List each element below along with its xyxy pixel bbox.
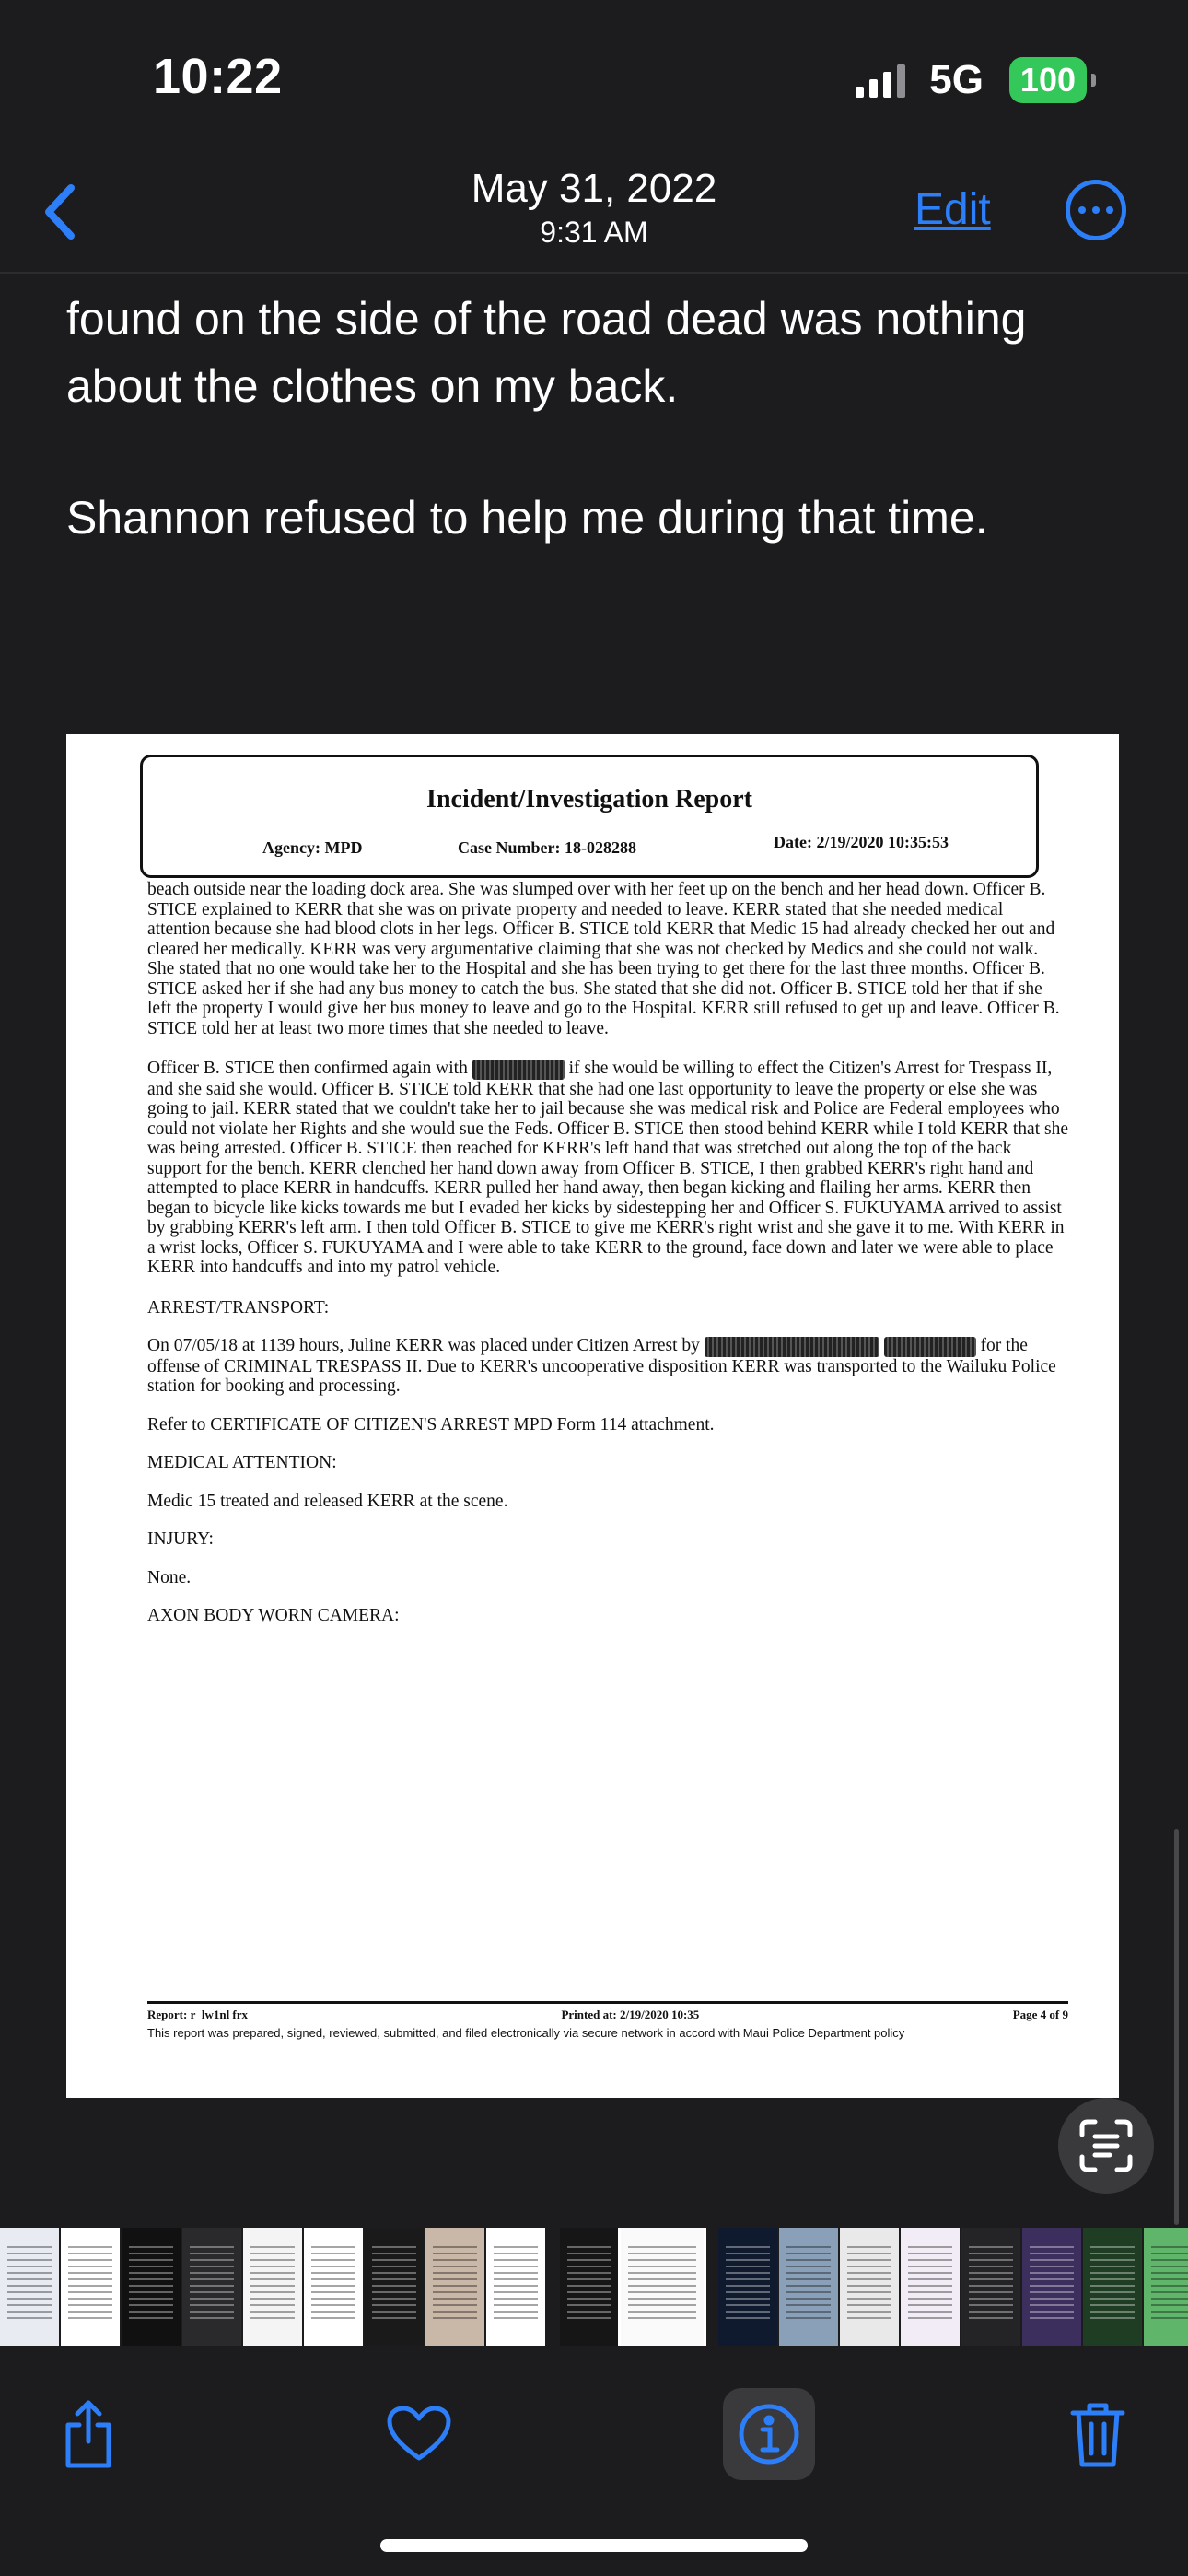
edit-button[interactable]: Edit [914, 185, 991, 234]
more-icon [1078, 206, 1086, 214]
report-paragraph: beach outside near the loading dock area. She was slumped over with her feet up on the bench and her head down. Officer B. STICE explained to KERR that she was on private property and needed to leave. KERR stated that she needed medical attention because she had blood clots in her legs. Officer B. STICE told KERR that Medic 15 had already checked her out and cleared her medically. KERR was very argumentative claiming that she was not checked by Medics and she could not walk. She stated that no one would take her to the Hospital and she has been trying to get there for the last three months. Officer B. STICE asked her if she had any bus money to catch the bus. She stated that she did not. Officer B. STICE told her that if she left the property I would give her bus money to leave and go to the Hospital. KERR still refused to get up and leave. Officer B. STICE told her at least two more times that she needed to leave. [147, 880, 1060, 1038]
thumbnail[interactable] [61, 2228, 120, 2346]
thumbnail[interactable] [840, 2228, 899, 2346]
nav-time: 9:31 AM [540, 216, 648, 249]
report-paragraph: Officer B. STICE then confirmed again with if she would be willing to effect the Citizen's Arrest for Trespass II, and she said she would. Officer B. STICE told KERR that she had one last opportunity to leave the property or else she was going to jail. KERR stated that we couldn't take her to jail because she was medical risk and Police are Federal employees who could not violate her Rights and she would sue the Feds. Officer B. STICE then stood behind KERR while I told KERR that she was being arrested. Officer B. STICE then reached for KERR's left hand that was stretched out along the top of the back support for the bench. KERR clenched her hand down away from Officer B. STICE, I then grabbed KERR's right hand and attempted to place KERR in handcuffs. KERR pulled her hand away, then began kicking and flailing her arms. KERR then began to bicycle like kicks towards me but I evaded her kicks by sidestepping her and Officer S. FUKUYAMA arrived to assist by grabbing KERR's left arm. I then told Officer B. STICE to give me KERR's right wrist and she gave it to me. With KERR in a wrist locks, Officer S. FUKUYAMA and I were able to take KERR to the ground, face down and later we were able to place KERR into handcuffs and into my patrol vehicle. [147, 1059, 1068, 1278]
heart-icon [386, 2405, 452, 2464]
footer-page: Page 4 of 9 [1012, 2008, 1068, 2021]
thumbnail[interactable] [425, 2228, 484, 2346]
thumbnail-strip[interactable] [0, 2228, 1188, 2346]
footer-report: Report: r_lw1nl frx [147, 2008, 249, 2021]
footer-note: This report was prepared, signed, reviewed, submitted, and filed electronically via secure network in accord with Maui Police Department policy [147, 2026, 905, 2040]
home-indicator[interactable] [380, 2539, 808, 2552]
thumbnail[interactable] [182, 2228, 241, 2346]
status-indicators [856, 57, 1087, 103]
report-section-label: MEDICAL ATTENTION: [147, 1453, 337, 1473]
share-icon [59, 2399, 118, 2469]
live-text-icon [1077, 2116, 1136, 2175]
redaction [884, 1337, 976, 1357]
thumbnail[interactable] [560, 2228, 619, 2346]
scroll-indicator[interactable] [1174, 1829, 1179, 2225]
report-paragraph: Refer to CERTIFICATE OF CITIZEN'S ARREST MPD Form 114 attachment. [147, 1414, 715, 1434]
thumbnail[interactable] [122, 2228, 181, 2346]
thumbnail-current[interactable] [621, 2228, 704, 2346]
thumbnail[interactable] [779, 2228, 838, 2346]
thumbnail[interactable] [0, 2228, 59, 2346]
thumbnail[interactable] [243, 2228, 302, 2346]
report-section-label: ARREST/TRANSPORT: [147, 1297, 330, 1317]
report-paragraph: Medic 15 treated and released KERR at the scene. [147, 1491, 508, 1511]
info-icon [737, 2402, 801, 2466]
delete-button[interactable] [1052, 2388, 1144, 2480]
battery-icon: 100 [1009, 57, 1087, 103]
note-paragraph: Shannon refused to help me during that time. [66, 492, 988, 544]
live-text-button[interactable] [1058, 2098, 1154, 2194]
trash-icon [1069, 2400, 1126, 2468]
report-body [147, 880, 1068, 1626]
report-date: Date: 2/19/2020 10:35:53 [774, 833, 949, 851]
note-paragraph: found on the side of the road dead was nothing about the clothes on my back. [66, 293, 1027, 412]
signal-icon [856, 63, 905, 98]
thumbnail[interactable] [365, 2228, 424, 2346]
favorite-button[interactable] [373, 2388, 465, 2480]
redaction [472, 1060, 565, 1080]
report-agency: Agency: MPD [262, 838, 363, 857]
report-paragraph: None. [147, 1567, 192, 1587]
report-paragraph: On 07/05/18 at 1139 hours, Juline KERR was placed under Citizen Arrest by for the offense of CRIMINAL TRESPASS II. Due to KERR's uncooperative disposition KERR was transported to the Wailuku Police station for booking and processing. [147, 1336, 1056, 1397]
nav-bar [0, 157, 1188, 274]
thumbnail[interactable] [1144, 2228, 1188, 2346]
thumbnail[interactable] [1083, 2228, 1142, 2346]
thumbnail[interactable] [1022, 2228, 1081, 2346]
footer-printed: Printed at: 2/19/2020 10:35 [561, 2008, 700, 2021]
status-bar [0, 0, 1188, 157]
thumbnail[interactable] [718, 2228, 777, 2346]
status-time: 10:22 [153, 49, 283, 104]
share-button[interactable] [42, 2388, 134, 2480]
thumbnail[interactable] [961, 2228, 1020, 2346]
note-body[interactable] [66, 286, 1125, 552]
report-title: Incident/Investigation Report [426, 785, 752, 814]
nav-date: May 31, 2022 [471, 166, 717, 211]
thumbnail[interactable] [486, 2228, 545, 2346]
network-type: 5G [929, 57, 984, 102]
report-case-number: Case Number: 18-028288 [458, 838, 636, 857]
report-header [140, 755, 1039, 878]
redaction [705, 1337, 879, 1357]
report-section-label: INJURY: [147, 1529, 214, 1550]
more-button[interactable] [1066, 180, 1126, 240]
thumbnail[interactable] [901, 2228, 960, 2346]
report-section-label: AXON BODY WORN CAMERA: [147, 1606, 400, 1626]
info-button[interactable] [723, 2388, 815, 2480]
report-image[interactable] [66, 734, 1119, 2098]
nav-title [0, 166, 1188, 250]
thumbnail[interactable] [304, 2228, 363, 2346]
report-footer [147, 2001, 1068, 2040]
